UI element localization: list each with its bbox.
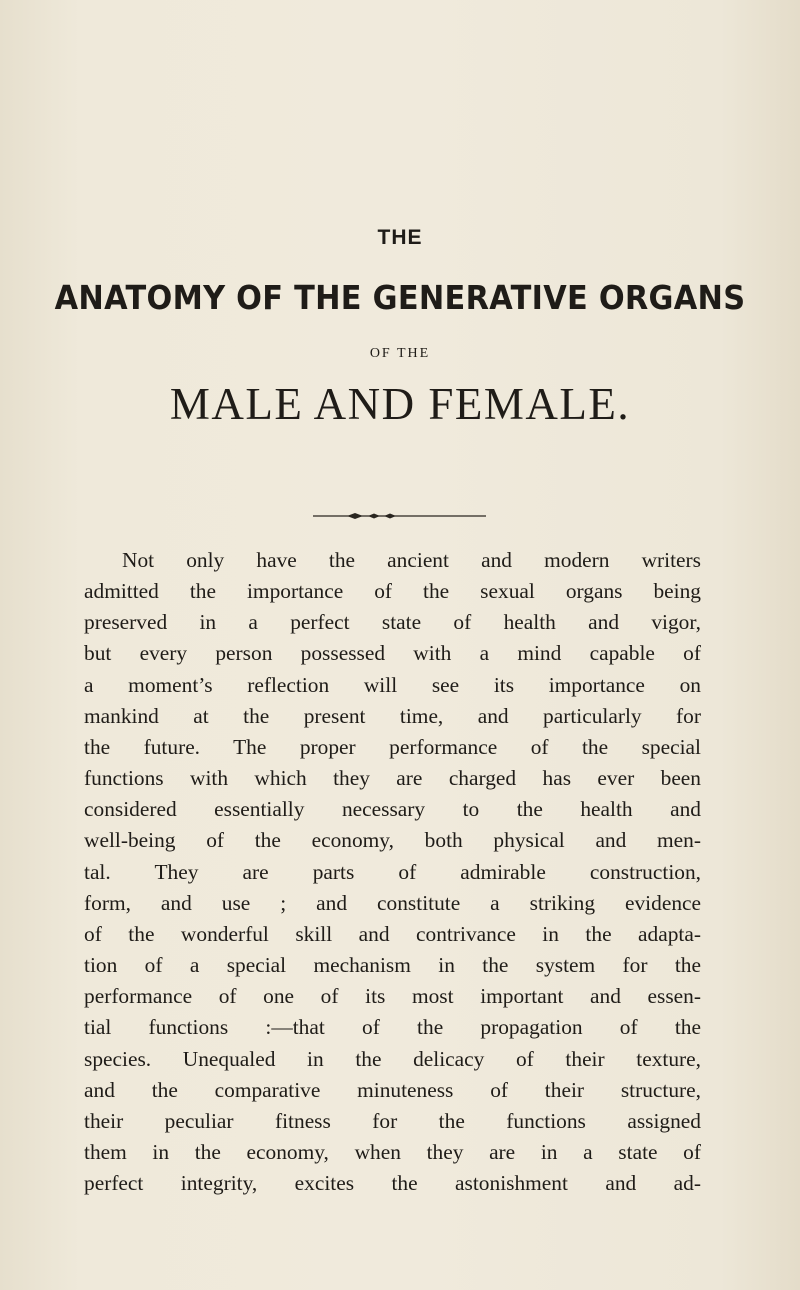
body-line: perfect integrity, excites the astonishment and ad-	[84, 1171, 701, 1196]
body-line: and the comparative minuteness of their structure,	[84, 1077, 701, 1102]
body-line: their peculiar fitness for the functions assigned	[84, 1108, 701, 1133]
body-line: functions with which they are charged has ever been	[84, 766, 701, 791]
ornamental-rule	[0, 511, 800, 521]
body-line: form, and use ; and constitute a striking evidence	[84, 890, 701, 915]
body-line: admitted the importance of the sexual organs being	[84, 579, 701, 604]
body-line: them in the economy, when they are in a state of	[84, 1139, 701, 1164]
page-title: ANATOMY OF THE GENERATIVE ORGANS	[54, 278, 746, 317]
body-paragraph	[84, 545, 701, 1199]
body-line: the future. The proper performance of the special	[84, 734, 701, 759]
body-line: performance of one of its most important and essen-	[84, 984, 701, 1009]
page-subtitle: MALE AND FEMALE.	[169, 379, 631, 429]
body-line: tial functions :—that of the propagation of the	[84, 1015, 701, 1040]
body-line: preserved in a perfect state of health and vigor,	[84, 610, 701, 635]
body-line: Not only have the ancient and modern writers	[122, 548, 701, 572]
body-line: tal. They are parts of admirable construction,	[84, 859, 701, 884]
body-line: mankind at the present time, and particularly for	[84, 703, 701, 728]
body-line: species. Unequaled in the delicacy of their texture,	[84, 1046, 701, 1071]
body-line: a moment’s reflection will see its importance on	[84, 672, 701, 697]
body-line: well-being of the economy, both physical and men-	[84, 828, 701, 853]
body-line: considered essentially necessary to the health and	[84, 797, 701, 822]
body-line: of the wonderful skill and contrivance in the adapta-	[84, 921, 701, 946]
body-line: tion of a special mechanism in the system for the	[84, 953, 701, 978]
title-kicker: THE	[377, 226, 423, 249]
title-connector: OF THE	[369, 346, 431, 361]
body-line: but every person possessed with a mind capable of	[84, 641, 701, 666]
